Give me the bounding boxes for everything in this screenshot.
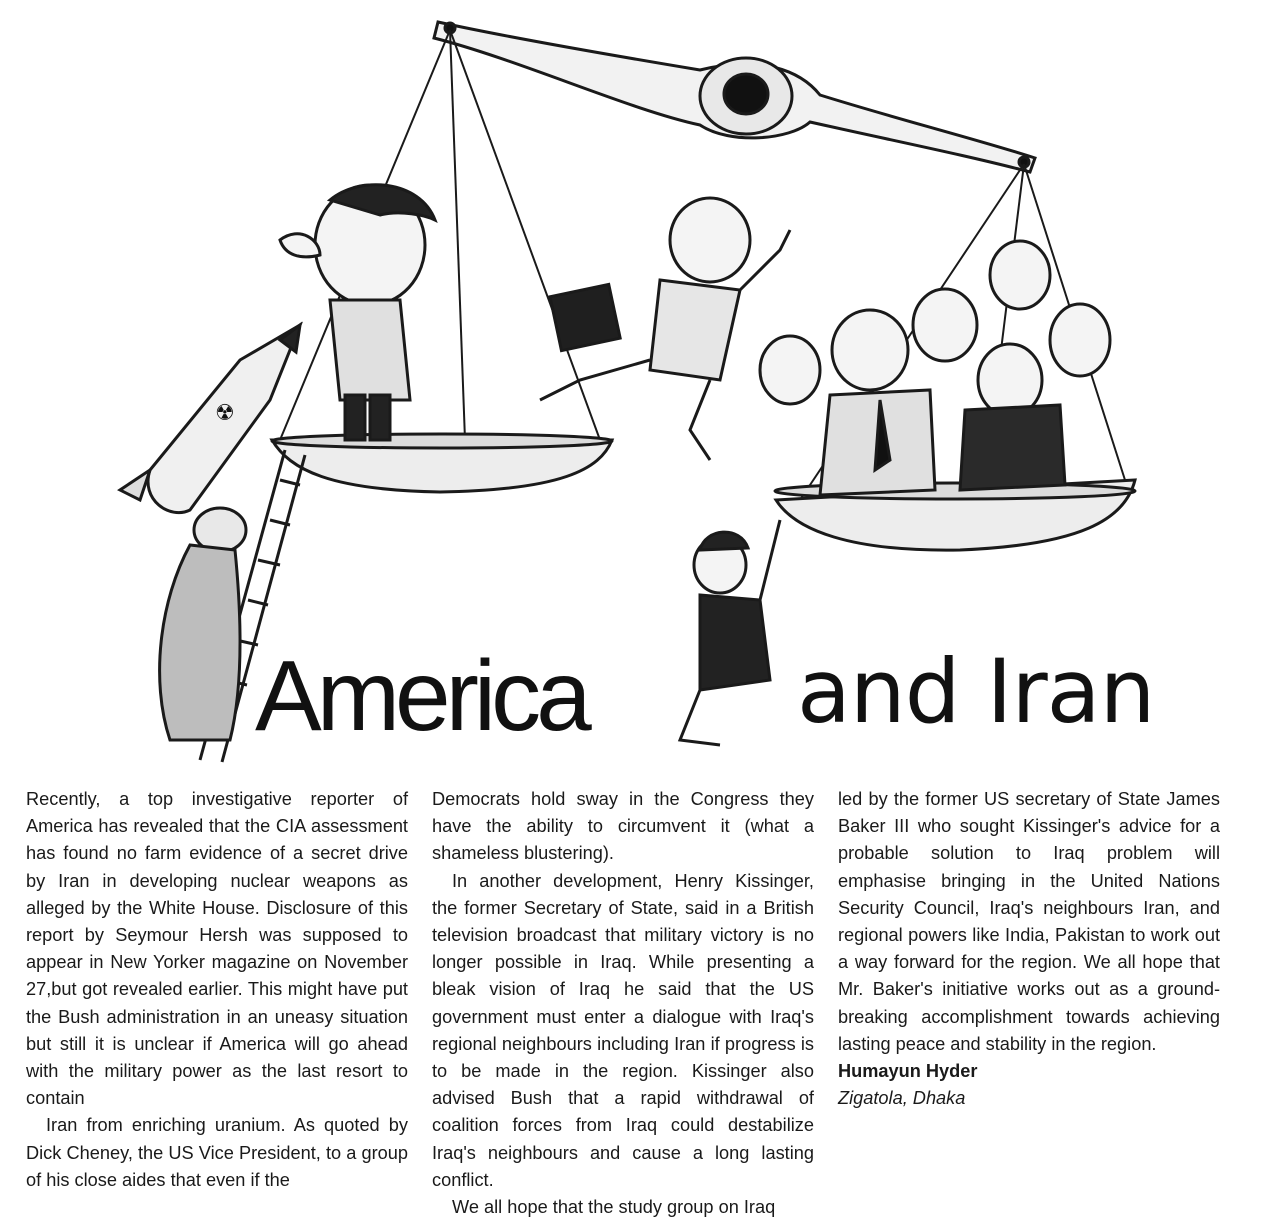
paragraph: Democrats hold sway in the Congress they have the ability to circumvent it (what a shameless blustering).: [432, 789, 814, 864]
author-name: Humayun Hyder: [838, 1061, 978, 1082]
figure-on-left-pan: [280, 185, 435, 440]
author-location: Zigatola, Dhaka: [838, 1088, 966, 1109]
paragraph: In another development, Henry Kissinger, the former Secretary of State, said in a British television broadcast that military victory is no longer possible in Iraq. While presenting a bleak vision of Iraq he said that the US government must enter a dialogue with Iraq's regional neighbours including Iran if progress is to be made in the region. Kissinger also advised Bush that a rapid withdrawal of coalition forces from Iraq could destabilize Iraq's neighbours and cause a long lasting conflict.: [432, 870, 814, 1190]
headline-word-and-iran: and Iran: [797, 640, 1155, 743]
article-column-1: [26, 786, 408, 1194]
left-scale-pan: [272, 434, 612, 492]
article-column-3: [838, 786, 1220, 1112]
paragraph: We all hope that the study group on Iraq: [452, 1197, 776, 1218]
paragraph: led by the former US secretary of State James Baker III who sought Kissinger's advice for a probable solution to Iraq problem will emphasise bringing in the United Nations Security Council, Iraq's neighbours Iran, and regional powers like India, Pakistan to work out a way forward for the region. We all hope that Mr. Baker's initiative works out as a ground-breaking accomplishment towards achieving lasting peace and stability in the region.: [838, 789, 1220, 1054]
balance-scale-icon: [434, 22, 1035, 172]
headline: [0, 640, 1274, 765]
article-body: [26, 786, 1222, 1218]
headline-word-america: America: [255, 640, 587, 752]
article-column-2: [432, 786, 814, 1221]
svg-text:☢: ☢: [215, 401, 235, 426]
paragraph: Recently, a top investigative reporter of America has revealed that the CIA assessment has found no farm evidence of a secret drive by Iran in developing nuclear weapons as alleged by the White House. Disclosure of this report by Seymour Hersh was supposed to appear in New Yorker magazine on November 27,but got revealed earlier. This might have put the Bush administration in an uneasy situation but still it is unclear if America will go ahead with the military power as the last resort to contain: [26, 789, 408, 1109]
figures-on-right-pan: [760, 241, 1110, 495]
paragraph: Iran from enriching uranium. As quoted by Dick Cheney, the US Vice President, to a group of his close aides that even if the: [26, 1115, 408, 1190]
briefcase-icon: [550, 284, 620, 350]
missile-icon: [120, 325, 300, 513]
